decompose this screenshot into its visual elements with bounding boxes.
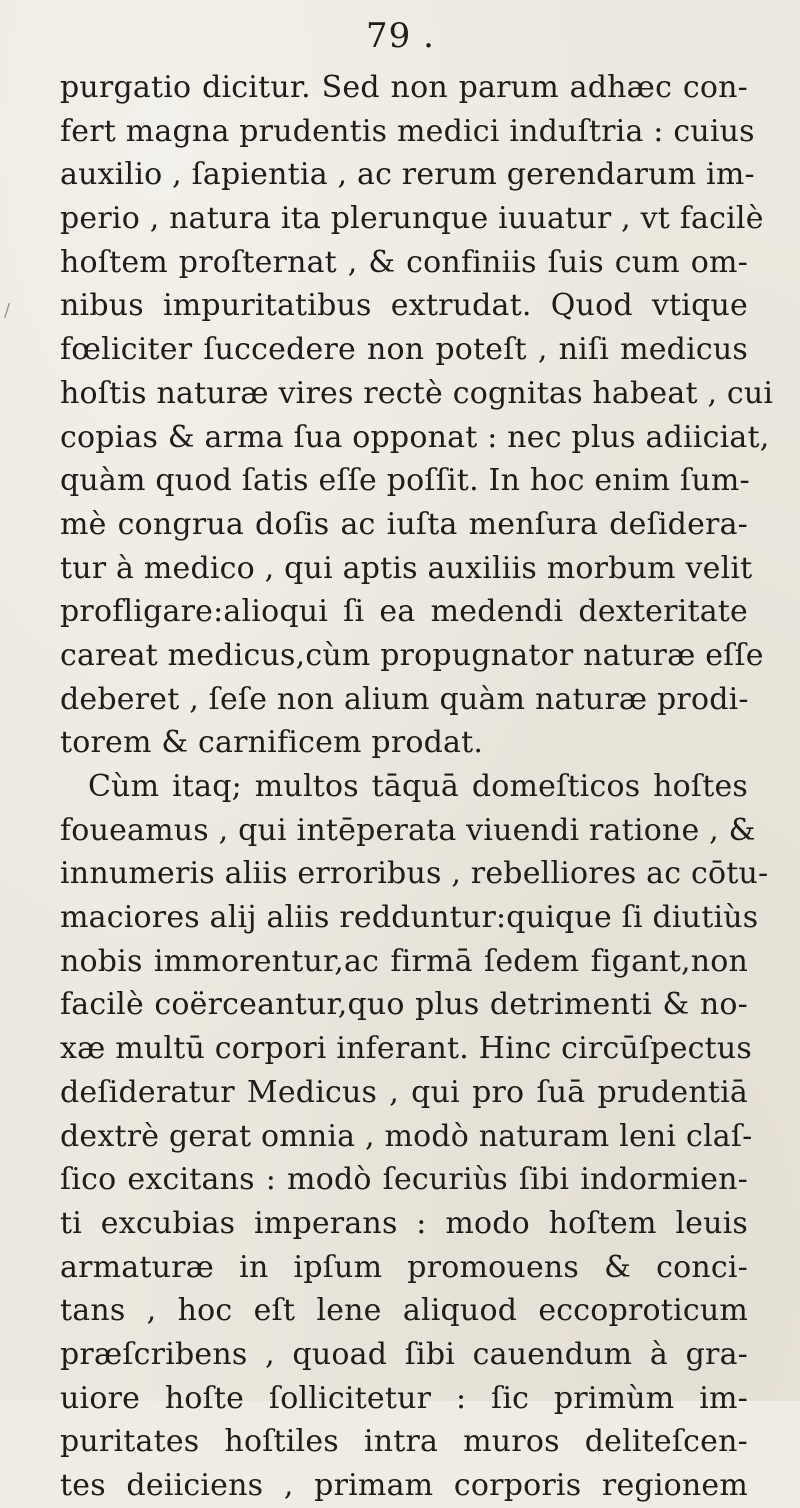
text-line: armaturæ in ipſum promouens & conci- [60, 1249, 748, 1285]
text-line: nobis immorentur,ac firmā ſedem figant,non [60, 943, 748, 979]
text-line: dextrè gerat omnia , modò naturam leni claſ- [60, 1118, 753, 1154]
body-text [60, 66, 774, 1508]
text-line: deſideratur Medicus , qui pro ſuā prudentiā [60, 1074, 748, 1110]
text-line: xæ multū corpori inferant. Hinc circūſpectus [60, 1031, 753, 1067]
text-line: tans , hoc eſt lene aliquod eccoproticum [60, 1293, 748, 1329]
text-line: puritates hoſtiles intra muros deliteſcen- [60, 1424, 748, 1460]
text-line: perio , natura ita plerunque iuuatur , vt facilè [60, 201, 764, 237]
text-line: quàm quod ſatis eſſe poſſit. In hoc enim ſum- [60, 463, 750, 499]
text-line: torem & carnificem prodat. [60, 725, 484, 761]
text-line: maciores alij aliis redduntur:quique ſi diutiùs [60, 900, 759, 936]
text-line: profligare:alioqui ſi ea medendi dexteritate [60, 594, 748, 630]
text-line: deberet , ſeſe non alium quàm naturæ prodi- [60, 681, 749, 717]
text-line: copias & arma ſua opponat : nec plus adiiciat, [60, 419, 770, 455]
text-line: nibus impuritatibus extrudat. Quod vtique [60, 288, 748, 324]
margin-mark: / [4, 300, 11, 321]
text-line: auxilio , ſapientia , ac rerum gerendarum im- [60, 157, 755, 193]
text-line: ti excubias imperans : modo hoſtem leuis [60, 1205, 748, 1241]
text-line: purgatio dicitur. Sed non parum adhæc con- [60, 70, 748, 105]
text-line: hoſtis naturæ vires rectè cognitas habeat , cui [60, 375, 774, 411]
text-line: foueamus , qui intēperata viuendi ratione , & [60, 812, 756, 848]
page-number: 79 . [366, 16, 435, 56]
text-line: hoſtem proſternat , & confiniis ſuis cum om- [60, 244, 748, 280]
text-line: uiore hoſte ſollicitetur : ſic primùm im- [60, 1380, 748, 1416]
text-line: innumeris aliis erroribus , rebelliores ac cōtu- [60, 856, 769, 892]
text-line: tes deiiciens , primam corporis regionem [60, 1468, 748, 1503]
text-line: præſcribens , quoad ſibi cauendum à gra- [60, 1336, 748, 1372]
text-line: facilè coërceantur,quo plus detrimenti & no- [60, 987, 748, 1023]
text-line: mè congrua doſis ac iuſta menſura deſidera- [60, 506, 748, 542]
text-line: careat medicus,cùm propugnator naturæ eſſe [60, 637, 764, 673]
text-line: fert magna prudentis medici induſtria : cuius [60, 113, 755, 149]
text-line: fœliciter ſuccedere non poteſt , niſi medicus [60, 332, 748, 368]
text-line: ſico excitans : modò ſecuriùs ſibi indormien- [60, 1162, 748, 1198]
text-line: tur à medico , qui aptis auxiliis morbum velit [60, 550, 753, 586]
text-line: Cùm itaq; multos tāquā domeſticos hoſtes [88, 769, 748, 804]
